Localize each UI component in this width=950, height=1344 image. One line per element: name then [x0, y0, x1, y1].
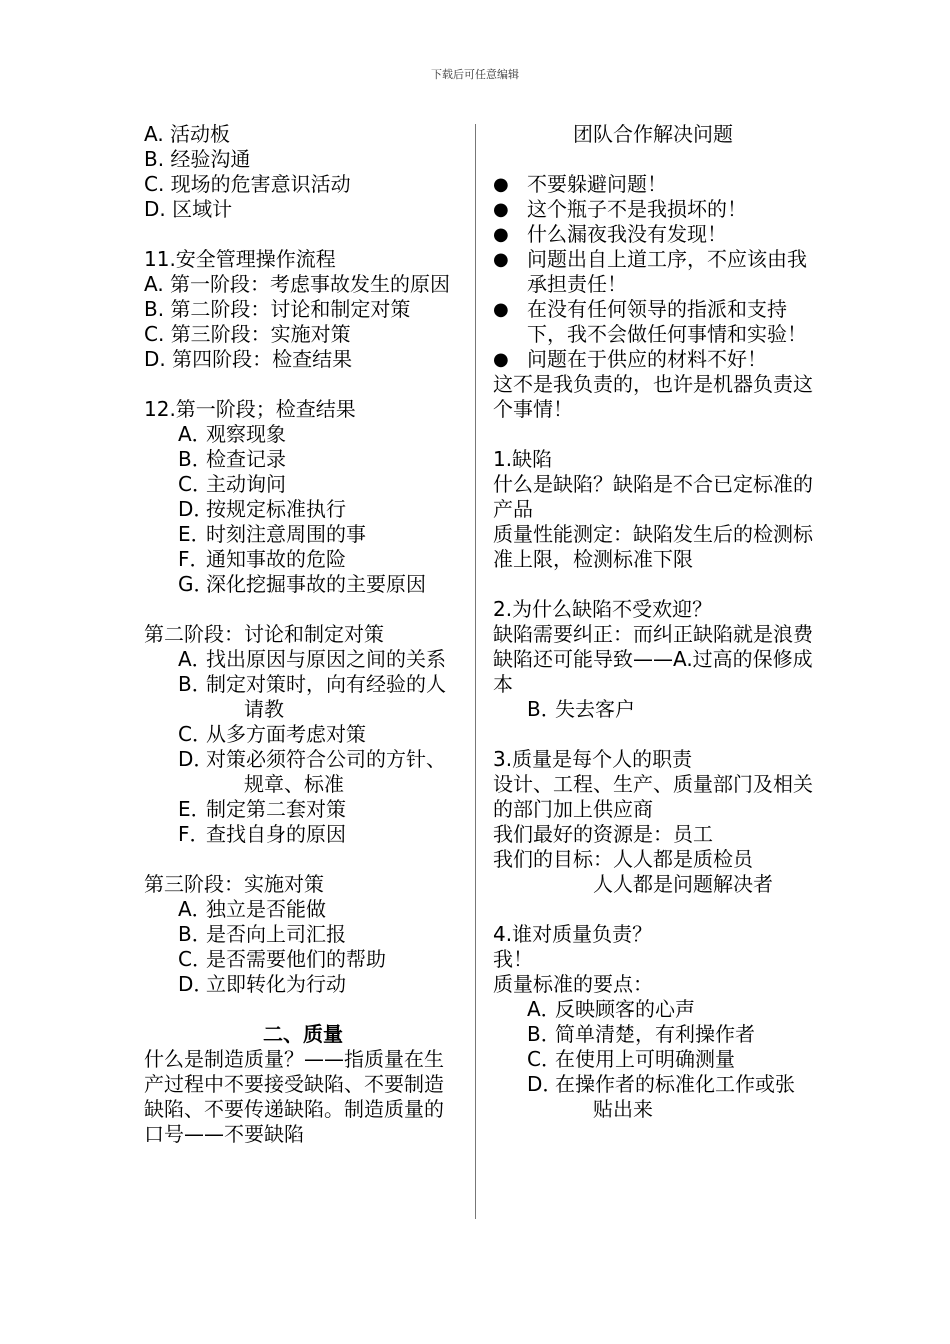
list-text: 第一阶段：考虑事故发生的原因: [170, 272, 451, 296]
section-3-text: 设计、工程、生产、质量部门及相关的部门加上供应商: [493, 772, 813, 821]
list-item: [493, 1022, 813, 1047]
section-4-text: 质量标准的要点：: [493, 972, 653, 996]
section-2-text: 缺陷需要纠正：而纠正缺陷就是浪费: [493, 622, 813, 646]
option-d: D. 区域计: [144, 197, 233, 221]
teamwork-title: 团队合作解决问题: [573, 122, 733, 146]
section-3-text: 我们的目标：人人都是质检员: [493, 847, 753, 871]
list-text: 深化挖掘事故的主要原因: [206, 572, 426, 596]
bullet-dot-icon: ●: [493, 199, 509, 220]
list-text: 是否向上司汇报: [206, 922, 346, 946]
section-1-text: 什么是缺陷？缺陷是不合已定标准的产品: [493, 472, 813, 521]
section-4-text: 我！: [493, 947, 533, 971]
list-item: [493, 697, 813, 722]
list-item: [493, 997, 813, 1022]
list-text: 查找自身的原因: [206, 822, 346, 846]
bullet-text: 什么漏夜我没有发现！: [527, 222, 727, 246]
phase-2-title: 第二阶段：讨论和制定对策: [144, 622, 384, 646]
list-item: [144, 747, 462, 797]
list-label: E．: [178, 522, 211, 546]
section-11-title: 11.安全管理操作流程: [144, 247, 336, 271]
option-b: B. 经验沟通: [144, 147, 251, 171]
bullet-dot-icon: ●: [493, 249, 509, 270]
list-text: 第三阶段：实施对策: [170, 322, 351, 346]
bullet-item: [493, 247, 813, 297]
list-label: B．: [527, 697, 561, 721]
option-a: A. 活动板: [144, 122, 231, 146]
list-text: 主动询问: [206, 472, 286, 496]
list-label: A．: [178, 647, 212, 671]
section-4-title: 4.谁对质量负责？: [493, 922, 653, 946]
bullet-dot-icon: ●: [493, 174, 509, 195]
list-item: [144, 272, 462, 297]
section-1-title: 1.缺陷: [493, 447, 553, 471]
list-item: [144, 422, 462, 447]
section-1-text: 质量性能测定：缺陷发生后的检测标准上限，检测标准下限: [493, 522, 813, 571]
list-text: 对策必须符合公司的方针、规章、标准: [206, 747, 446, 796]
list-label: D．: [527, 1072, 563, 1096]
bullet-tail-text: 这不是我负责的，也许是机器负责这个事情！: [493, 372, 813, 421]
bullet-text: 这个瓶子不是我损坏的！: [527, 197, 747, 221]
list-text: 从多方面考虑对策: [206, 722, 366, 746]
list-text: 检查记录: [206, 447, 286, 471]
list-label: C．: [178, 947, 212, 971]
list-label: G．: [178, 572, 214, 596]
list-label: C.: [144, 322, 171, 346]
bullet-item: [493, 172, 813, 197]
list-item: [493, 1072, 813, 1122]
section-3-text: 人人都是问题解决者: [593, 872, 773, 896]
list-text: 失去客户: [555, 697, 635, 721]
list-label: D.: [144, 347, 173, 371]
list-text: 在操作者的标准化工作或张贴出来: [555, 1072, 795, 1121]
list-text: 观察现象: [206, 422, 286, 446]
list-item: [144, 572, 462, 597]
bullet-item: [493, 197, 813, 222]
list-item: [144, 472, 462, 497]
list-item: [144, 822, 462, 847]
list-label: C．: [178, 722, 212, 746]
list-text: 在使用上可明确测量: [555, 1047, 735, 1071]
bullet-text: 问题出自上道工序，不应该由我承担责任！: [527, 247, 807, 296]
bullet-text: 不要躲避问题！: [527, 172, 667, 196]
quality-paragraph: 什么是制造质量？——指质量在生产过程中不要接受缺陷、不要制造缺陷、不要传递缺陷。制造质量的口号——不要缺陷: [144, 1047, 444, 1146]
list-text: 反映顾客的心声: [555, 997, 695, 1021]
list-label: B．: [527, 1022, 561, 1046]
list-text: 通知事故的危险: [206, 547, 346, 571]
bullet-dot-icon: ●: [493, 299, 509, 320]
list-text: 独立是否能做: [206, 897, 326, 921]
list-label: A.: [144, 272, 171, 296]
list-item: [144, 547, 462, 572]
section-12-title: 12.第一阶段；检查结果: [144, 397, 356, 421]
bullet-item: [493, 347, 813, 372]
list-item: [144, 647, 462, 672]
list-label: D．: [178, 747, 214, 771]
list-label: B．: [178, 922, 212, 946]
list-label: F．: [178, 547, 210, 571]
list-item: [144, 922, 462, 947]
list-text: 制定第二套对策: [206, 797, 346, 821]
list-item: [493, 1047, 813, 1072]
list-text: 是否需要他们的帮助: [206, 947, 386, 971]
list-label: E．: [178, 797, 211, 821]
list-text: 简单清楚，有利操作者: [555, 1022, 755, 1046]
right-column: [493, 122, 813, 1122]
list-label: D．: [178, 972, 214, 996]
list-item: [144, 672, 462, 722]
column-divider: [475, 124, 476, 1219]
list-item: [144, 797, 462, 822]
list-item: [144, 447, 462, 472]
list-item: [144, 897, 462, 922]
section-3-text: 我们最好的资源是：员工: [493, 822, 713, 846]
list-text: 找出原因与原因之间的关系: [206, 647, 446, 671]
list-label: A．: [527, 997, 561, 1021]
list-item: [144, 497, 462, 522]
list-label: B．: [178, 672, 212, 696]
bullet-text: 在没有任何领导的指派和支持下，我不会做任何事情和实验！: [527, 297, 807, 346]
phase-3-title: 第三阶段：实施对策: [144, 872, 324, 896]
list-label: B．: [178, 447, 212, 471]
section-2-title: 2.为什么缺陷不受欢迎？: [493, 597, 713, 621]
list-text: 第四阶段：检查结果: [172, 347, 353, 371]
list-label: C．: [527, 1047, 561, 1071]
left-column: [144, 122, 462, 1147]
bullet-item: [493, 222, 813, 247]
list-label: A．: [178, 422, 212, 446]
bullet-dot-icon: ●: [493, 349, 509, 370]
list-item: [144, 297, 462, 322]
bullet-text: 问题在于供应的材料不好！: [527, 347, 767, 371]
list-label: A．: [178, 897, 212, 921]
list-text: 按规定标准执行: [206, 497, 346, 521]
bullet-dot-icon: ●: [493, 224, 509, 245]
list-item: [144, 347, 462, 372]
list-text: 第二阶段：讨论和制定对策: [170, 297, 411, 321]
bullet-item: [493, 297, 813, 347]
page-header: 下载后可任意编辑: [431, 68, 519, 81]
option-c: C. 现场的危害意识活动: [144, 172, 351, 196]
quality-heading: 二、质量: [263, 1022, 343, 1046]
list-text: 制定对策时，向有经验的人请教: [206, 672, 446, 721]
list-item: [144, 522, 462, 547]
list-item: [144, 947, 462, 972]
section-3-title: 3.质量是每个人的职责: [493, 747, 693, 771]
list-item: [144, 972, 462, 997]
list-label: F．: [178, 822, 210, 846]
section-2-text: 缺陷还可能导致——A.过高的保修成本: [493, 647, 813, 696]
list-text: 立即转化为行动: [206, 972, 346, 996]
list-label: D．: [178, 497, 214, 521]
list-text: 时刻注意周围的事: [206, 522, 366, 546]
list-item: [144, 322, 462, 347]
list-label: C．: [178, 472, 212, 496]
list-item: [144, 722, 462, 747]
list-label: B.: [144, 297, 171, 321]
